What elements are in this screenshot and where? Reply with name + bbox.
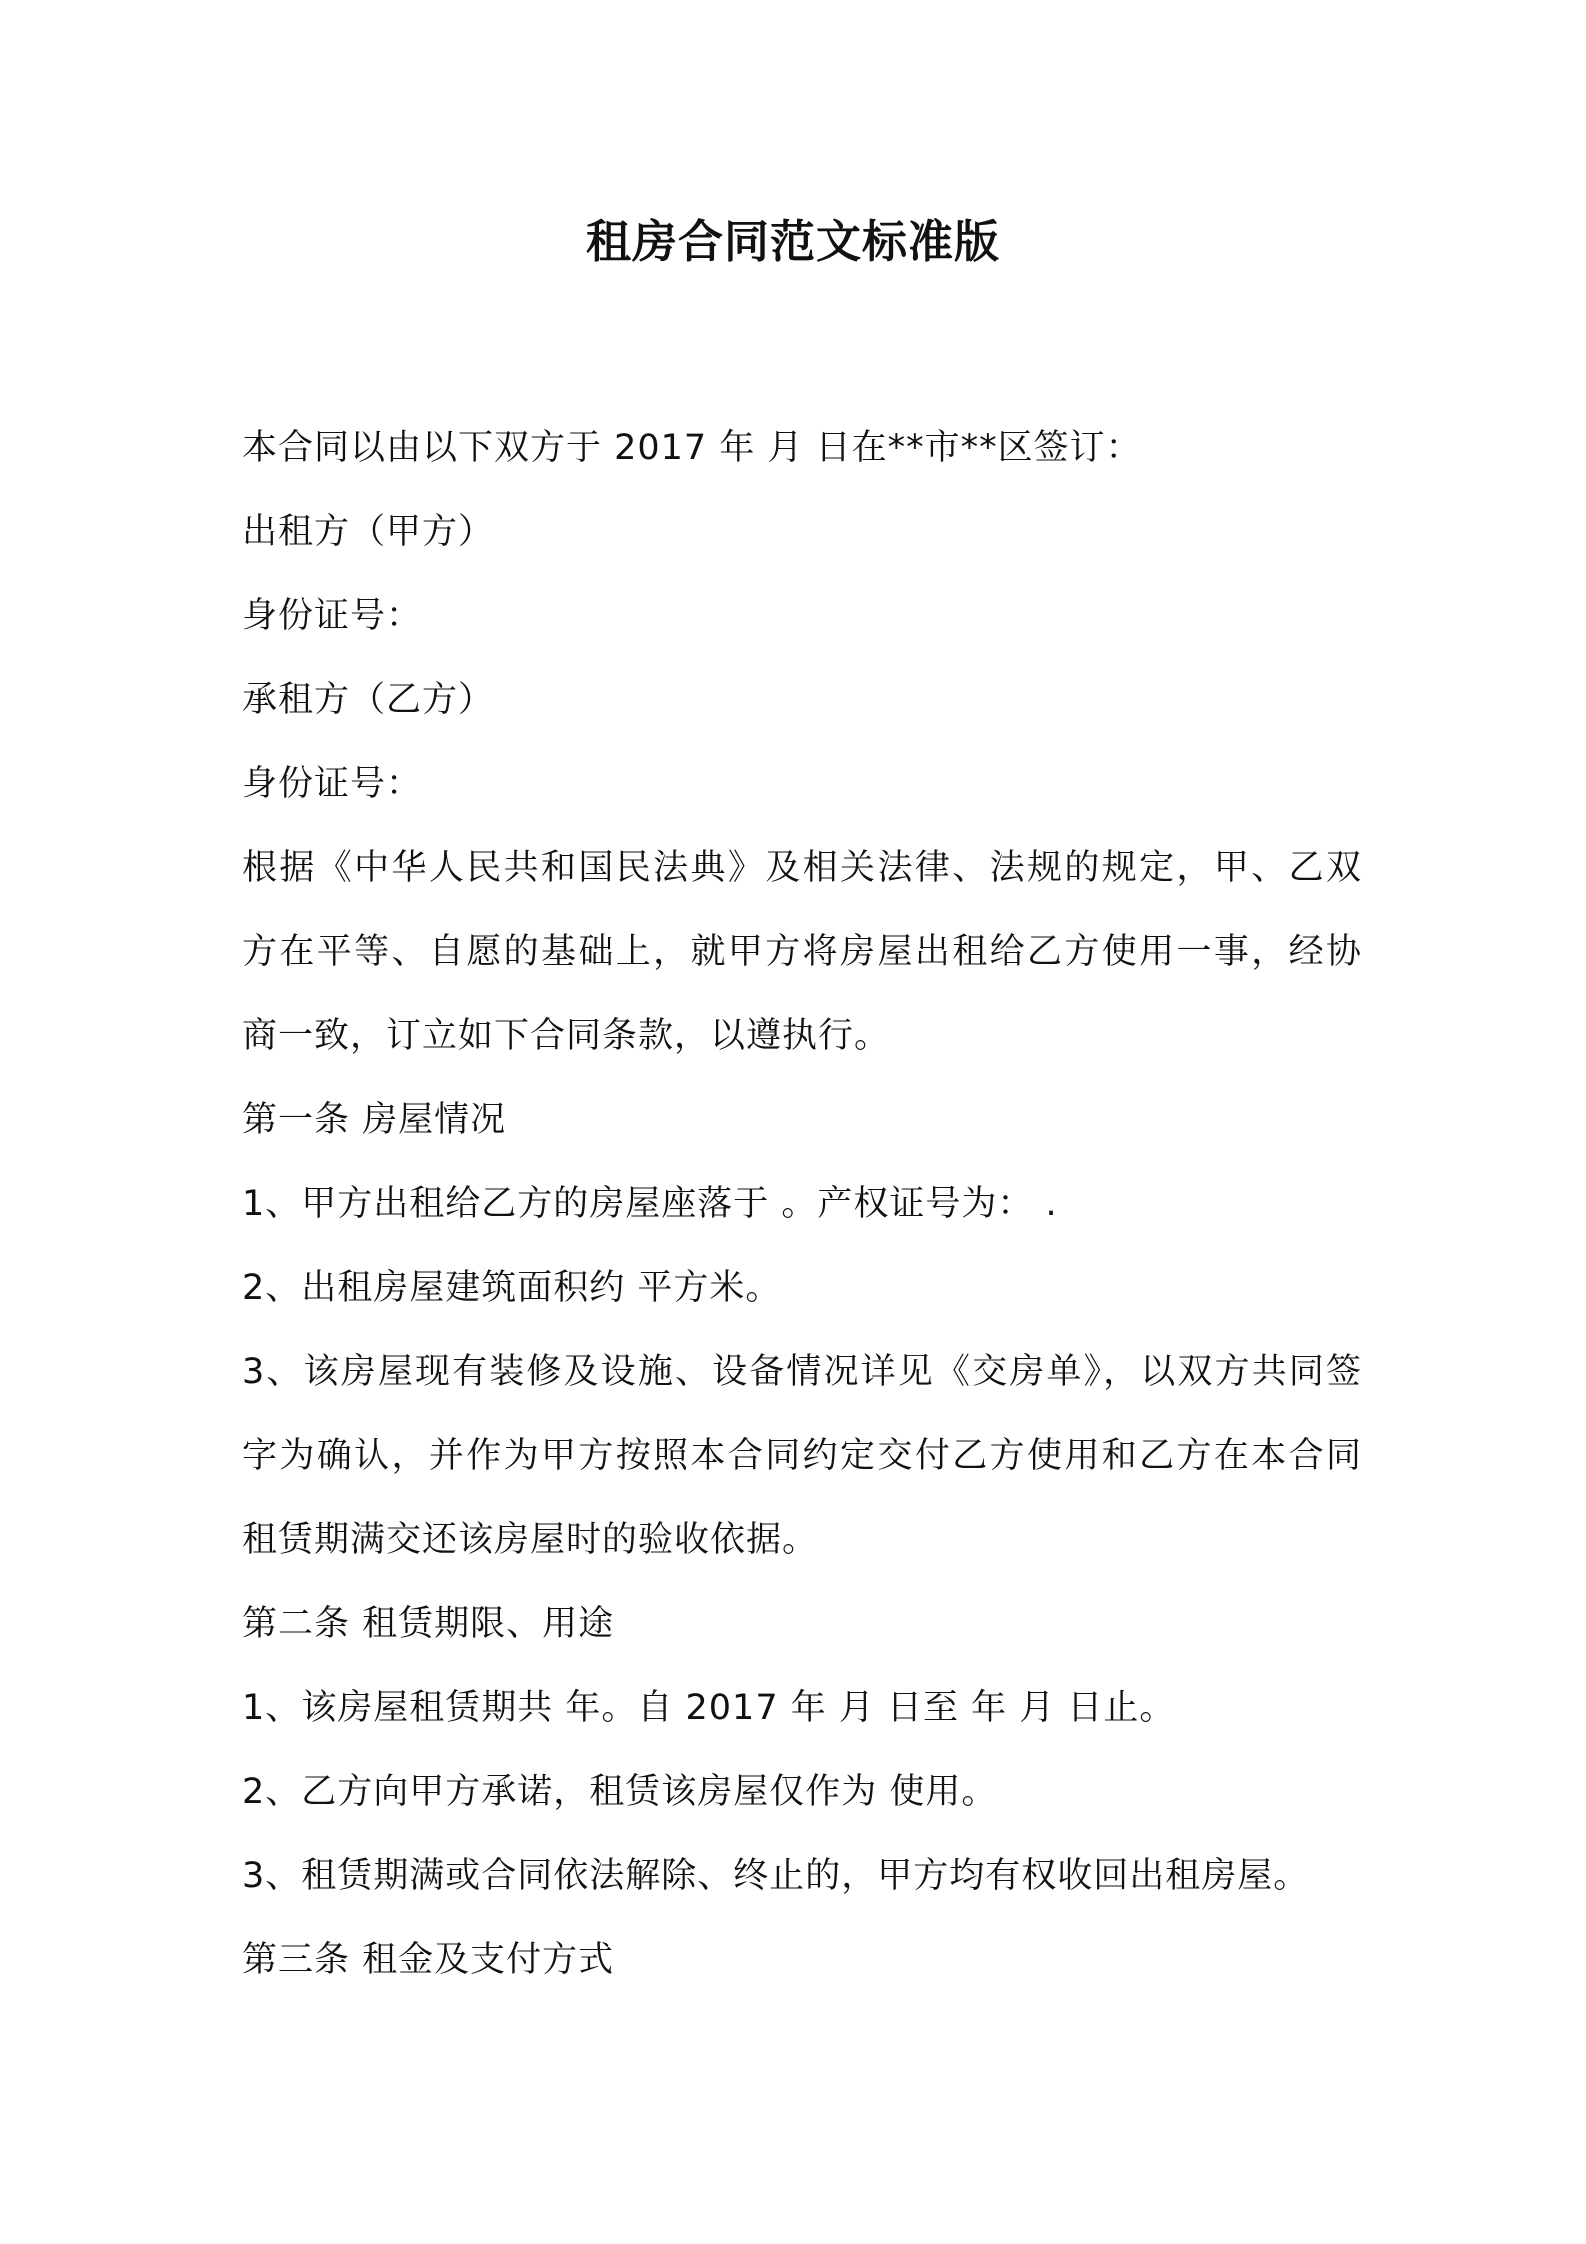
article-3-heading: 第三条 租金及支付方式 bbox=[242, 1940, 615, 1980]
article-1-clause-3-line-3: 租赁期满交还该房屋时的验收依据。 bbox=[242, 1520, 819, 1560]
article-2-heading: 第二条 租赁期限、用途 bbox=[242, 1604, 615, 1644]
lessor-label: 出租方（甲方） bbox=[242, 512, 495, 552]
document-body bbox=[242, 406, 1362, 2002]
legal-basis-line-2: 方在平等、自愿的基础上，就甲方将房屋出租给乙方使用一事，经协 bbox=[242, 932, 1362, 972]
article-1-heading: 第一条 房屋情况 bbox=[242, 1100, 507, 1140]
article-1-clause-1: 1、甲方出租给乙方的房屋座落于 。产权证号为： . bbox=[242, 1184, 1058, 1224]
legal-basis-line-1: 根据《中华人民共和国民法典》及相关法律、法规的规定，甲、乙双 bbox=[242, 848, 1362, 888]
article-1-clause-3-line-1: 3、该房屋现有装修及设施、设备情况详见《交房单》，以双方共同签 bbox=[242, 1352, 1362, 1392]
article-1-clause-2: 2、出租房屋建筑面积约 平方米。 bbox=[242, 1268, 782, 1308]
document-title: 租房合同范文标准版 bbox=[585, 215, 1000, 268]
lessor-id-label: 身份证号： bbox=[242, 596, 423, 636]
legal-basis-line-3: 商一致，订立如下合同条款，以遵执行。 bbox=[242, 1016, 891, 1056]
lessee-label: 承租方（乙方） bbox=[242, 680, 495, 720]
lessee-id-label: 身份证号： bbox=[242, 764, 423, 804]
article-1-clause-3-line-2: 字为确认，并作为甲方按照本合同约定交付乙方使用和乙方在本合同 bbox=[242, 1436, 1362, 1476]
article-2-clause-2: 2、乙方向甲方承诺，租赁该房屋仅作为 使用。 bbox=[242, 1772, 998, 1812]
article-2-clause-1: 1、该房屋租赁期共 年。自 2017 年 月 日至 年 月 日止。 bbox=[242, 1688, 1176, 1728]
intro-signing-line: 本合同以由以下双方于 2017 年 月 日在**市**区签订： bbox=[242, 428, 1142, 468]
article-2-clause-3: 3、租赁期满或合同依法解除、终止的，甲方均有权收回出租房屋。 bbox=[242, 1856, 1310, 1896]
